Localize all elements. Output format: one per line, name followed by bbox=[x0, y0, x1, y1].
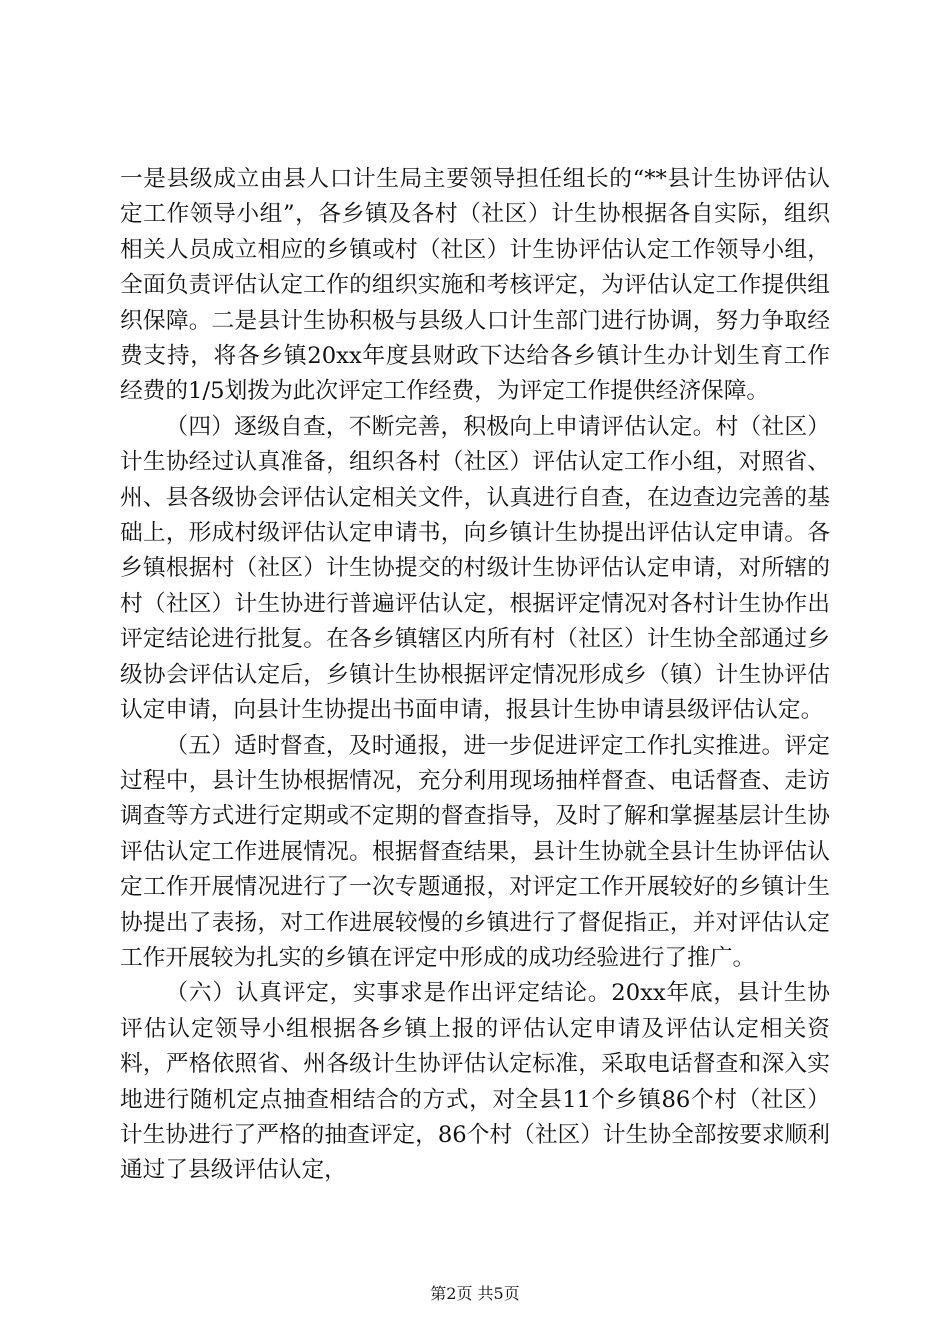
paragraph-1: 一是县级成立由县人口计生局主要领导担任组长的“**县计生协评估认定工作领导小组”，各乡镇及各村（社区）计生协根据各自实际，组织相关人员成立相应的乡镇或村（社区）计生协评估认定工作领导小组，全面负责评估认定工作的组织实施和考核评定，为评估认定工作提供组织保障。二是县计生协积极与县级人口计生部门进行协调，努力争取经费支持，将各乡镇20xx年度县财政下达给各乡镇计生办计划生育工作经费的1/5划拨为此次评定工作经费，为评定工作提供经济保障。 bbox=[120, 166, 830, 405]
page-number-footer: 第2页 共5页 bbox=[430, 1284, 520, 1303]
paragraph-4: （六）认真评定，实事求是作出评定结论。20xx年底，县计生协评估认定领导小组根据各乡镇上报的评估认定申请及评估认定相关资料，严格依照省、州各级计生协评估认定标准，采取电话督查和深入实地进行随机定点抽查相结合的方式，对全县11个乡镇86个村（社区）计生协进行了严格的抽查评定，86个村（社区）计生协全部按要求顺利通过了县级评估认定， bbox=[120, 980, 830, 1184]
document-body bbox=[120, 162, 830, 1189]
paragraph-2: （四）逐级自查，不断完善，积极向上申请评估认定。村（社区）计生协经过认真准备，组织各村（社区）评估认定工作小组，对照省、州、县各级协会评估认定相关文件，认真进行自查，在边查边完善的基础上，形成村级评估认定申请书，向乡镇计生协提出评估认定申请。各乡镇根据村（社区）计生协提交的村级计生协评估认定申请，对所辖的村（社区）计生协进行普遍评估认定，根据评定情况对各村计生协作出评定结论进行批复。在各乡镇辖区内所有村（社区）计生协全部通过乡级协会评估认定后，乡镇计生协根据评定情况形成乡（镇）计生协评估认定申请，向县计生协提出书面申请，报县计生协申请县级评估认定。 bbox=[120, 413, 830, 724]
paragraph-3: （五）适时督查，及时通报，进一步促进评定工作扎实推进。评定过程中，县计生协根据情况，充分利用现场抽样督查、电话督查、走访调查等方式进行定期或不定期的督查指导，及时了解和掌握基层计生协评估认定工作进展情况。根据督查结果，县计生协就全县计生协评估认定工作开展情况进行了一次专题通报，对评定工作开展较好的乡镇计生协提出了表扬，对工作进展较慢的乡镇进行了督促指正，并对评估认定工作开展较为扎实的乡镇在评定中形成的成功经验进行了推广。 bbox=[120, 732, 830, 971]
